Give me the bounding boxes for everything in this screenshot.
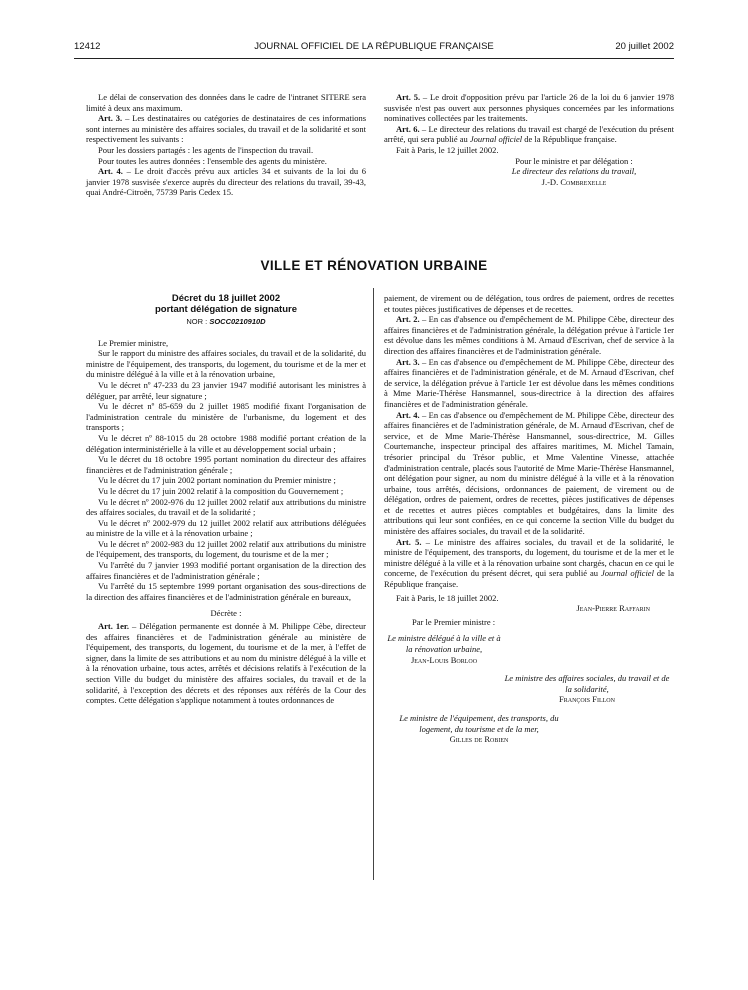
section-title: VILLE ET RÉNOVATION URBAINE [260,258,488,273]
visa: Vu le décret nº 47-233 du 23 janvier 1947 modifié autorisant les ministres à déléguer, par arrêté, leur signature ; [86,379,366,401]
visa: Vu le décret du 17 juin 2002 relatif à la composition du Gouvernement ; [98,485,344,496]
prime-minister-by: Par le Premier ministre : [412,616,496,627]
signature-title: Le ministre des affaires sociales, du travail et de la solidarité, [504,673,670,694]
signature-title: Le ministre délégué à la ville et à la rénovation urbaine, [387,633,501,654]
page-number: 12412 [74,41,101,52]
decree-right-column [384,293,674,745]
visa: Vu le décret nº 85-659 du 2 juillet 1985 modifié fixant l'organisation de l'administration centrale du ministère de l'urbanisme, du logement et des transports ; [86,401,366,433]
article-4: Art. 4. – En cas d'absence ou d'empêchement de M. Philippe Cèbe, directeur des affaires financières et de l'administration générale, de M. Arnaud d'Escrivan, chef de service, et de Mme Marie-Thérèse Hansmannel, sous-directrice, M. Gilles Courtemanche, inspecteur principal des affaires maritimes, M. Michel Tamain, trésorier principal du Trésor public, et Mme Valentine Vinesse, attachée d'administration centrale, placés sous l'autorité de Mme Marie-Thérèse Hansmannel, ont délégation pour signer, au nom du ministre délégué à la ville et à la rénovation urbaine, tous arrêtés, décisions, ordonnances de paiement, de virement ou de délégation, ordres de paiement, ordres de recettes, pièces justificatives de dépenses et de recettes et autres pièces comptables et budgétaires, dans la limite des attributions qui leur sont confiées, en ce qui concerne la section Ville du budget du ministère des affaires sociales, du travail et de la solidarité. [384,409,674,537]
done-at: Fait à Paris, le 18 juillet 2002. [396,592,499,603]
visa: Vu le décret nº 2002-979 du 12 juillet 2002 relatif aux attributions déléguées au ministre de la ville et à la rénovation urbaine ; [86,517,366,539]
decrete-heading: Décrète : [210,608,242,619]
visa: Vu le décret nº 2002-976 du 12 juillet 2002 relatif aux attributions du ministre des affaires sociales, du travail et de la solidarité ; [86,496,366,518]
signature-name: François Fillon [559,694,615,705]
visa: Vu le décret du 18 octobre 1995 portant nomination du directeur des affaires financières et de l'administration générale ; [86,454,366,475]
signature-block-equipement [384,713,574,745]
nor-reference: NOR : SOCC0210910D [186,317,266,326]
article-3: Art. 3. – En cas d'absence ou d'empêchement de M. Philippe Cèbe, directeur des affaires financières et de l'administration générale, et de M. Arnaud d'Escrivan, chef de service, la délégation prévue à l'article 1er est dévolue dans les mêmes conditions à Mme Marie-Thérèse Hansmannel, sous-directrice à la direction des affaires financières et de l'administration générale. [384,356,674,409]
page-header [74,41,674,55]
article-6: Art. 6. – Le directeur des relations du travail est chargé de l'exécution du présent arrêté, qui sera publié au Journal officiel de la République française. [384,123,674,145]
signature-name: J.-D. Combrexelle [541,176,607,187]
article-1: Art. 1er. – Délégation permanente est donnée à M. Philippe Cèbe, directeur des affaires financières et de l'administration générale au ministère de l'équipement, des transports, du logement, du tourisme et de la mer, à l'effet de signer, dans la limite de ses attributions et au nom du ministre délégué à la ville et à la rénovation urbaine, tous actes, arrêtés et décisions relatifs à l'exécution de la section Ville du budget du ministère des affaires sociales, du travail et de la solidarité, à l'exception des décrets et des réponses aux référés de la Cour des comptes. Cette délégation s'applique notamment à toutes ordonnances de [86,621,366,706]
article-2: Art. 2. – En cas d'absence ou d'empêchement de M. Philippe Cèbe, directeur des affaires financières et de l'administration générale, la délégation prévue à l'article 1er est dévolue dans les mêmes conditions à M. Arnaud d'Escrivan, chef de service à la direction des affaires financières et de l'administration générale. [384,314,674,356]
visa: Vu le décret du 17 juin 2002 portant nomination du Premier ministre ; [98,475,336,486]
journal-title: JOURNAL OFFICIEL DE LA RÉPUBLIQUE FRANÇAISE [254,41,494,52]
intro: Le Premier ministre, [98,337,169,348]
decree-left-column [86,293,366,706]
signature-line: Pour le ministre et par délégation : [515,155,633,166]
signature-name: Gilles de Robien [449,734,509,745]
paragraph: Le délai de conservation des données dans le cadre de l'intranet SITERE sera limité à deux ans maximum. [86,92,366,113]
signature-title: Le ministre de l'équipement, des transports, du logement, du tourisme et de la mer, [399,712,559,734]
signature-block-ville [384,633,504,665]
visa: Vu le décret nº 2002-983 du 12 juillet 2002 relatif aux attributions du ministre de l'équipement, des transports, du logement, du tourisme et de la mer ; [86,538,366,560]
header-divider [74,58,674,59]
prime-minister-name: Jean-Pierre Raffarin [576,603,650,614]
signature-title: Le directeur des relations du travail, [511,166,637,177]
visa: Vu l'arrêté du 15 septembre 1999 portant organisation des sous-directions de la direction des affaires financières et de l'administration générale en bureaux, [86,581,366,602]
visa-list [86,348,366,602]
top-left-column [86,92,366,198]
signature-block-affaires-sociales [502,673,672,705]
issue-date: 20 juillet 2002 [615,41,674,52]
decree-title: Décret du 18 juillet 2002 portant délégation de signature [155,293,297,315]
paragraph: Pour les dossiers partagés : les agents de l'inspection du travail. [98,144,314,155]
article-4: Art. 4. – Le droit d'accès prévu aux articles 34 et suivants de la loi du 6 janvier 1978 susvisée s'exerce auprès du directeur des relations du travail, 39-43, quai André-Citroën, 75739 Paris Cedex 15. [86,166,366,198]
done-at: Fait à Paris, le 12 juillet 2002. [396,144,499,155]
signature-name: Jean-Louis Borloo [410,654,478,665]
visa: Sur le rapport du ministre des affaires sociales, du travail et de la solidarité, du ministre de l'équipement, des transports, du logement, du tourisme et de la mer et du ministre délégué à la ville et à la rénovation urbaine, [86,348,366,380]
visa: Vu l'arrêté du 7 janvier 1993 modifié portant organisation de la direction des affaires financières et de l'administration générale ; [86,560,366,581]
paragraph: Pour toutes les autres données : l'ensemble des agents du ministère. [98,155,327,166]
article-5: Art. 5. – Le ministre des affaires sociales, du travail et de la solidarité, le ministre de l'équipement, des transports, du logement, du tourisme et de la mer et le ministre délégué à la ville et à la rénovation urbaine sont chargés, chacun en ce qui le concerne, de l'exécution du présent décret, qui sera publié au Journal officiel de la République française. [384,536,674,590]
article-5: Art. 5. – Le droit d'opposition prévu par l'article 26 de la loi du 6 janvier 1978 susvisée n'est pas ouvert aux personnes physiques concernées par les informations nominatives collectées par les traitements. [384,92,674,124]
article-1-continued: paiement, de virement ou de délégation, tous ordres de paiement, ordres de recettes et toutes pièces justificatives de dépenses et de recettes. [384,293,674,314]
visa: Vu le décret nº 88-1015 du 28 octobre 1988 modifié portant création de la délégation interministérielle à la ville et au développement social urbain ; [86,432,366,454]
column-divider [373,288,374,880]
top-right-column [384,92,674,187]
article-3: Art. 3. – Les destinataires ou catégories de destinataires de ces informations sont internes au ministère des affaires sociales, du travail et de la solidarité et sont respectivement les suivants : [86,113,366,145]
